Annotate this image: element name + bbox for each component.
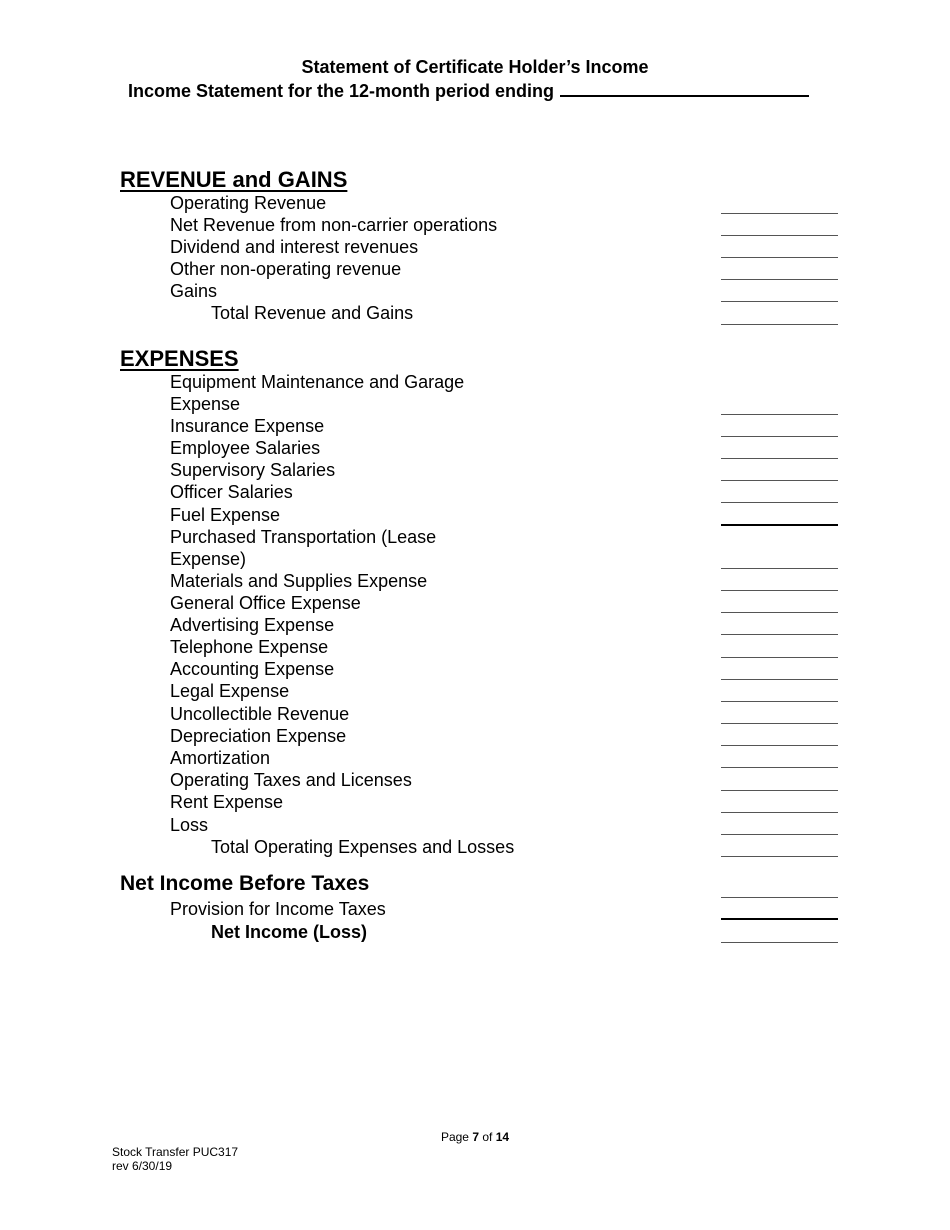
expense-item: Operating Taxes and Licenses xyxy=(170,770,412,790)
revenue-amount-blank[interactable] xyxy=(721,301,838,302)
expense-amount-blank[interactable] xyxy=(721,458,838,459)
revenue-total-blank[interactable] xyxy=(721,324,838,325)
expense-amount-blank[interactable] xyxy=(721,745,838,746)
expense-item: Loss xyxy=(170,815,209,835)
expense-item: Depreciation Expense xyxy=(170,726,347,746)
expense-item: Uncollectible Revenue xyxy=(170,704,350,724)
expense-item: General Office Expense xyxy=(170,593,361,613)
page-current: 7 xyxy=(472,1130,479,1144)
period-label: Income Statement for the 12-month period ending xyxy=(128,81,555,101)
expense-amount-blank[interactable] xyxy=(721,657,838,658)
expense-amount-blank[interactable] xyxy=(721,612,838,613)
expense-item: Legal Expense xyxy=(170,681,290,701)
period-heading xyxy=(128,79,809,102)
net-income-loss-blank[interactable] xyxy=(721,942,838,943)
expense-amount-blank[interactable] xyxy=(721,834,838,835)
expenses-heading: EXPENSES xyxy=(120,346,239,371)
revenue-item: Dividend and interest revenues xyxy=(170,237,419,257)
expense-amount-blank[interactable] xyxy=(721,812,838,813)
expense-amount-blank[interactable] xyxy=(721,568,838,569)
expense-item: Supervisory Salaries xyxy=(170,460,336,480)
expense-amount-blank[interactable] xyxy=(721,790,838,791)
expense-item: Advertising Expense xyxy=(170,615,335,635)
expense-amount-blank[interactable] xyxy=(721,480,838,481)
expense-item: Materials and Supplies Expense xyxy=(170,571,428,591)
revenue-total-label: Total Revenue and Gains xyxy=(211,303,414,323)
revenue-item: Net Revenue from non-carrier operations xyxy=(170,215,498,235)
revenue-item: Operating Revenue xyxy=(170,193,327,213)
expense-item: Expense) xyxy=(170,549,247,569)
expense-amount-blank[interactable] xyxy=(721,590,838,591)
expense-amount-blank[interactable] xyxy=(721,524,838,526)
provision-income-taxes-label: Provision for Income Taxes xyxy=(170,899,386,919)
expense-item: Amortization xyxy=(170,748,271,768)
expense-item: Equipment Maintenance and Garage xyxy=(170,372,465,392)
expense-item: Employee Salaries xyxy=(170,438,321,458)
expense-amount-blank[interactable] xyxy=(721,723,838,724)
expense-amount-blank[interactable] xyxy=(721,767,838,768)
form-title: Statement of Certificate Holder’s Income xyxy=(301,57,649,77)
net-income-before-taxes-blank[interactable] xyxy=(721,897,838,898)
expense-amount-blank[interactable] xyxy=(721,679,838,680)
net-income-loss-label: Net Income (Loss) xyxy=(211,922,368,942)
expenses-total-label: Total Operating Expenses and Losses xyxy=(211,837,515,857)
revenue-amount-blank[interactable] xyxy=(721,235,838,236)
revenue-amount-blank[interactable] xyxy=(721,279,838,280)
net-income-before-taxes-label: Net Income Before Taxes xyxy=(120,872,370,895)
expense-amount-blank[interactable] xyxy=(721,436,838,437)
revenue-heading: REVENUE and GAINS xyxy=(120,167,348,192)
provision-income-taxes-blank[interactable] xyxy=(721,918,838,920)
expenses-total-blank[interactable] xyxy=(721,856,838,857)
expense-item: Telephone Expense xyxy=(170,637,329,657)
expense-item: Fuel Expense xyxy=(170,505,281,525)
expense-item: Expense xyxy=(170,394,241,414)
page-prefix: Page xyxy=(440,1130,469,1144)
page-of: of xyxy=(482,1130,493,1144)
expense-amount-blank[interactable] xyxy=(721,634,838,635)
expense-item: Officer Salaries xyxy=(170,482,293,502)
expense-item: Accounting Expense xyxy=(170,659,335,679)
page-number xyxy=(0,1130,950,1144)
revenue-item: Gains xyxy=(170,281,218,301)
form-revision: rev 6/30/19 xyxy=(112,1159,173,1173)
expense-amount-blank[interactable] xyxy=(721,701,838,702)
revenue-item: Other non-operating revenue xyxy=(170,259,402,279)
page-total: 14 xyxy=(495,1130,510,1144)
expense-item: Purchased Transportation (Lease xyxy=(170,527,437,547)
expense-item: Insurance Expense xyxy=(170,416,325,436)
form-name: Stock Transfer PUC317 xyxy=(112,1145,239,1159)
expense-item: Rent Expense xyxy=(170,792,284,812)
revenue-amount-blank[interactable] xyxy=(721,213,838,214)
expense-amount-blank[interactable] xyxy=(721,502,838,503)
period-ending-blank[interactable] xyxy=(560,79,809,97)
expense-amount-blank[interactable] xyxy=(721,414,838,415)
revenue-amount-blank[interactable] xyxy=(721,257,838,258)
